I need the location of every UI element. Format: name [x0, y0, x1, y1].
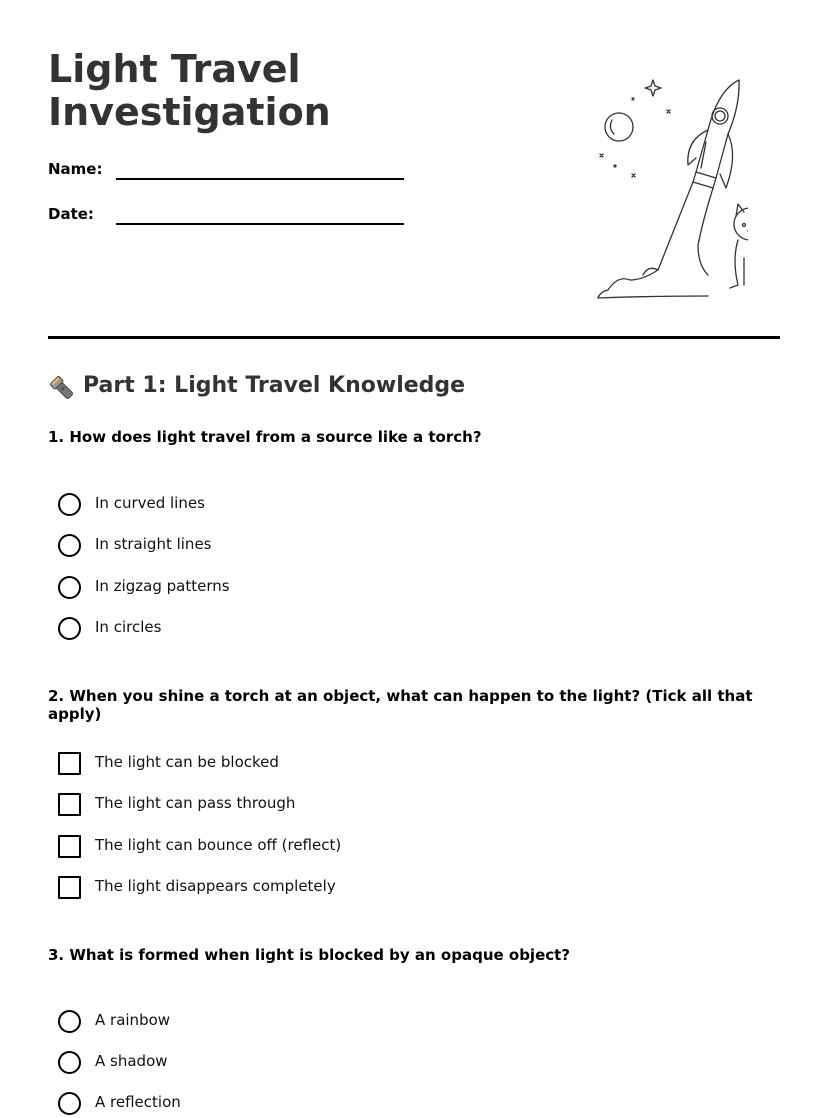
q1-option-2-label: In straight lines — [95, 535, 212, 553]
name-line[interactable] — [116, 178, 404, 180]
date-field[interactable] — [48, 205, 408, 227]
date-label: Date: — [48, 205, 94, 223]
q2-option-2-label: The light can pass through — [95, 794, 296, 812]
question-3: 3. What is formed when light is blocked by an opaque object? — [48, 946, 571, 964]
q2-option-4-label: The light disappears completely — [95, 877, 336, 895]
section-divider — [48, 336, 780, 339]
q2-option-1-checkbox[interactable] — [58, 752, 81, 775]
q2-option-2[interactable] — [58, 793, 658, 817]
q1-option-2[interactable] — [58, 534, 658, 558]
q3-option-3-label: A reflection — [95, 1093, 181, 1111]
q1-option-3-label: In zigzag patterns — [95, 577, 230, 595]
date-line[interactable] — [116, 223, 404, 225]
q2-option-1[interactable] — [58, 752, 658, 776]
q3-option-3-radio[interactable] — [58, 1092, 81, 1115]
q1-option-1-radio[interactable] — [58, 493, 81, 516]
q2-option-2-checkbox[interactable] — [58, 793, 81, 816]
title-line-2: Investigation — [48, 90, 331, 134]
q3-option-2[interactable] — [58, 1051, 658, 1075]
q1-option-4-radio[interactable] — [58, 617, 81, 640]
q2-option-4-checkbox[interactable] — [58, 876, 81, 899]
q1-option-3[interactable] — [58, 576, 658, 600]
q3-option-3[interactable] — [58, 1092, 658, 1116]
flashlight-icon — [48, 374, 76, 402]
name-label: Name: — [48, 160, 103, 178]
name-field[interactable] — [48, 160, 408, 182]
q2-option-3[interactable] — [58, 835, 658, 859]
section-1-heading — [48, 372, 648, 406]
q2-option-1-label: The light can be blocked — [95, 753, 279, 771]
q3-option-1[interactable] — [58, 1010, 658, 1034]
q3-option-1-label: A rainbow — [95, 1011, 171, 1029]
section-1-title: Part 1: Light Travel Knowledge — [83, 373, 466, 398]
q2-option-4[interactable] — [58, 876, 658, 900]
q1-option-1[interactable] — [58, 493, 658, 517]
worksheet-header — [48, 48, 780, 308]
q1-option-1-label: In curved lines — [95, 494, 205, 512]
q3-option-2-radio[interactable] — [58, 1051, 81, 1074]
rocket-cat-illustration-icon — [548, 70, 748, 300]
q1-option-2-radio[interactable] — [58, 534, 81, 557]
page-title — [48, 48, 468, 134]
q2-option-3-checkbox[interactable] — [58, 835, 81, 858]
title-line-1: Light Travel — [48, 47, 301, 91]
q2-option-3-label: The light can bounce off (reflect) — [95, 836, 342, 854]
q1-option-4[interactable] — [58, 617, 658, 641]
q3-option-1-radio[interactable] — [58, 1010, 81, 1033]
q1-option-4-label: In circles — [95, 618, 162, 636]
question-1: 1. How does light travel from a source like a torch? — [48, 428, 482, 446]
q1-option-3-radio[interactable] — [58, 576, 81, 599]
question-2: 2. When you shine a torch at an object, what can happen to the light? (Tick all that apply) — [48, 687, 753, 723]
q3-option-2-label: A shadow — [95, 1052, 168, 1070]
